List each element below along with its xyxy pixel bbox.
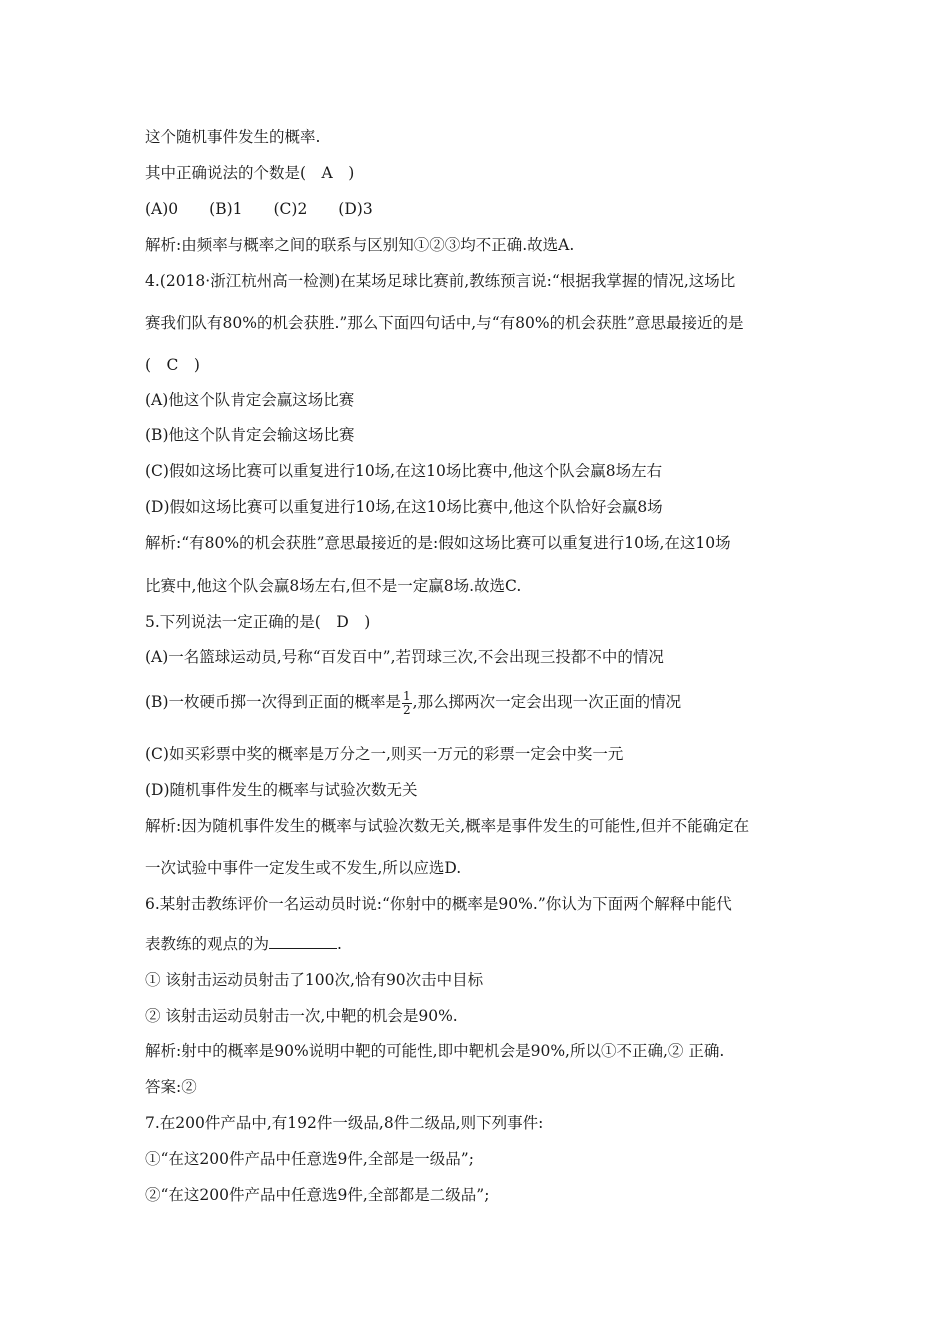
explanation-line: 解析:射中的概率是90%说明中靶的可能性,即中靶机会是90%,所以①不正确,② 正确. bbox=[145, 1042, 725, 1060]
text-line: 这个随机事件发生的概率. bbox=[145, 128, 321, 146]
explanation-line: 解析:由频率与概率之间的联系与区别知①②③均不正确.故选A. bbox=[145, 236, 575, 254]
explanation-line-cont: 比赛中,他这个队会赢8场左右,但不是一定赢8场.故选C. bbox=[145, 577, 522, 595]
question-6-text: 表教练的观点的为 bbox=[145, 935, 270, 953]
option-a: (A)一名篮球运动员,号称“百发百中”,若罚球三次,不会出现三投都不中的情况 bbox=[145, 648, 664, 666]
question-6-stem-cont bbox=[145, 934, 830, 954]
answer-line: 答案:② bbox=[145, 1078, 197, 1096]
question-answer-line: 其中正确说法的个数是( A ) bbox=[145, 164, 355, 182]
fraction-denominator: 2 bbox=[403, 702, 411, 717]
options-line: (A)0 (B)1 (C)2 (D)3 bbox=[145, 200, 373, 218]
option-c: (C)如买彩票中奖的概率是万分之一,则买一万元的彩票一定会中奖一元 bbox=[145, 745, 624, 763]
option-b-text-cont: ,那么掷两次一定会出现一次正面的情况 bbox=[412, 693, 682, 711]
fraction-numerator: 1 bbox=[403, 688, 411, 703]
question-4-stem-cont: 赛我们队有80%的机会获胜.”那么下面四句话中,与“有80%的机会获胜”意思最接近的是 bbox=[145, 314, 744, 332]
option-b-text: (B)一枚硬币掷一次得到正面的概率是 bbox=[145, 693, 401, 711]
fraction bbox=[402, 690, 412, 717]
question-5-stem: 5.下列说法一定正确的是( D ) bbox=[145, 613, 371, 631]
option-b bbox=[145, 682, 830, 722]
explanation-line: 解析:因为随机事件发生的概率与试验次数无关,概率是事件发生的可能性,但并不能确定在 bbox=[145, 817, 750, 835]
option-d: (D)假如这场比赛可以重复进行10场,在这10场比赛中,他这个队恰好会赢8场 bbox=[145, 498, 663, 516]
option-b: (B)他这个队肯定会输这场比赛 bbox=[145, 426, 355, 444]
question-4-stem: 4.(2018·浙江杭州高一检测)在某场足球比赛前,教练预言说:“根据我掌握的情况,这场比 bbox=[145, 272, 736, 290]
event-1: ①“在这200件产品中任意选9件,全部是一级品”; bbox=[145, 1150, 474, 1168]
statement-2: ② 该射击运动员射击一次,中靶的机会是90%. bbox=[145, 1007, 458, 1025]
explanation-line-cont: 一次试验中事件一定发生或不发生,所以应选D. bbox=[145, 859, 462, 877]
question-4-answer: ( C ) bbox=[145, 356, 200, 374]
question-7-stem: 7.在200件产品中,有192件一级品,8件二级品,则下列事件: bbox=[145, 1114, 544, 1132]
event-2: ②“在这200件产品中任意选9件,全部都是二级品”; bbox=[145, 1186, 490, 1204]
explanation-line: 解析:“有80%的机会获胜”意思最接近的是:假如这场比赛可以重复进行10场,在这10场 bbox=[145, 534, 731, 552]
option-a: (A)他这个队肯定会赢这场比赛 bbox=[145, 391, 355, 409]
period: . bbox=[337, 935, 342, 953]
answer-blank bbox=[269, 934, 337, 949]
option-c: (C)假如这场比赛可以重复进行10场,在这10场比赛中,他这个队会赢8场左右 bbox=[145, 462, 663, 480]
statement-1: ① 该射击运动员射击了100次,恰有90次击中目标 bbox=[145, 971, 484, 989]
question-6-stem: 6.某射击教练评价一名运动员时说:“你射中的概率是90%.”你认为下面两个解释中能代 bbox=[145, 895, 732, 913]
option-d: (D)随机事件发生的概率与试验次数无关 bbox=[145, 781, 418, 799]
